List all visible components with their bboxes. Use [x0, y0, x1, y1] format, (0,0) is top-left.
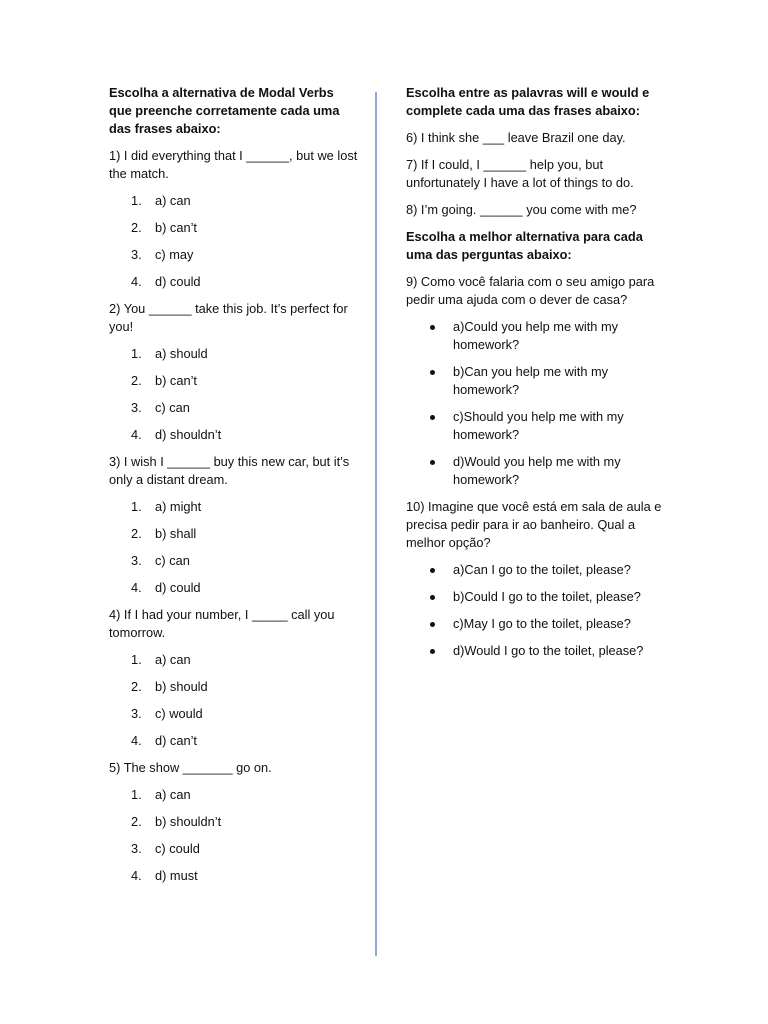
bullet-dot-icon — [430, 595, 435, 600]
option-label: d) shouldn’t — [155, 427, 222, 442]
option-item — [109, 426, 359, 444]
options-list-question-3 — [109, 498, 359, 597]
option-item — [109, 732, 359, 750]
section-heading-will-would: Escolha entre as palavras will e would e complete cada uma das frases abaixo: — [406, 85, 650, 118]
option-label: a) should — [155, 346, 208, 361]
option-label: d) could — [155, 580, 201, 595]
question-8: 8) I’m going. ______ you come with me? — [406, 202, 637, 217]
options-list-question-4 — [109, 651, 359, 750]
option-label: b) shouldn’t — [155, 814, 222, 829]
option-number: 1. — [131, 787, 142, 802]
option-label: a)Can I go to the toilet, please? — [453, 562, 631, 577]
option-item — [109, 399, 359, 417]
option-item — [109, 867, 359, 885]
option-label: b)Can you help me with my homework? — [453, 364, 609, 397]
option-number: 4. — [131, 427, 142, 442]
options-list-question-9 — [406, 318, 662, 489]
option-label: a) can — [155, 652, 191, 667]
bullet-option — [406, 642, 662, 660]
option-item — [109, 552, 359, 570]
option-number: 2. — [131, 814, 142, 829]
option-label: b) can’t — [155, 373, 197, 388]
question-2: 2) You ______ take this job. It’s perfect for you! — [109, 301, 348, 334]
option-label: d) could — [155, 274, 201, 289]
question-1: 1) I did everything that I ______, but we lost the match. — [109, 148, 358, 181]
question-5: 5) The show _______ go on. — [109, 760, 272, 775]
option-number: 4. — [131, 868, 142, 883]
question-4: 4) If I had your number, I _____ call you tomorrow. — [109, 607, 335, 640]
option-label: a)Could you help me with my homework? — [453, 319, 619, 352]
bullet-dot-icon — [430, 460, 435, 465]
option-number: 4. — [131, 580, 142, 595]
option-item — [109, 525, 359, 543]
option-item — [109, 840, 359, 858]
option-item — [109, 705, 359, 723]
option-label: c) can — [155, 400, 190, 415]
option-label: b)Could I go to the toilet, please? — [453, 589, 641, 604]
options-list-question-2 — [109, 345, 359, 444]
option-label: c) can — [155, 553, 190, 568]
bullet-dot-icon — [430, 415, 435, 420]
question-6: 6) I think she ___ leave Brazil one day. — [406, 130, 626, 145]
bullet-dot-icon — [430, 622, 435, 627]
option-label: c) would — [155, 706, 203, 721]
question-10: 10) Imagine que você está em sala de aula e precisa pedir para ir ao banheiro. Qual a melhor opção? — [406, 499, 662, 550]
option-label: d)Would I go to the toilet, please? — [453, 643, 644, 658]
option-item — [109, 498, 359, 516]
bullet-dot-icon — [430, 649, 435, 654]
option-number: 3. — [131, 247, 142, 262]
left-column — [109, 84, 359, 894]
option-label: c)May I go to the toilet, please? — [453, 616, 631, 631]
option-number: 3. — [131, 841, 142, 856]
section-heading-modal-verbs: Escolha a alternativa de Modal Verbs que preenche corretamente cada uma das frases abaixo: — [109, 85, 340, 136]
option-label: a) can — [155, 787, 191, 802]
option-label: d)Would you help me with my homework? — [453, 454, 621, 487]
options-list-question-1 — [109, 192, 359, 291]
option-number: 1. — [131, 346, 142, 361]
option-label: b) should — [155, 679, 208, 694]
bullet-option — [406, 561, 662, 579]
option-number: 2. — [131, 679, 142, 694]
question-9: 9) Como você falaria com o seu amigo para pedir uma ajuda com o dever de casa? — [406, 274, 655, 307]
option-number: 1. — [131, 499, 142, 514]
options-list-question-5 — [109, 786, 359, 885]
bullet-option — [406, 408, 662, 444]
option-number: 2. — [131, 220, 142, 235]
options-list-question-10 — [406, 561, 662, 660]
option-item — [109, 678, 359, 696]
option-item — [109, 579, 359, 597]
option-item — [109, 345, 359, 363]
option-item — [109, 192, 359, 210]
option-label: d) must — [155, 868, 198, 883]
bullet-option — [406, 588, 662, 606]
right-column — [406, 84, 662, 669]
option-number: 3. — [131, 400, 142, 415]
option-item — [109, 273, 359, 291]
bullet-option — [406, 453, 662, 489]
option-number: 1. — [131, 193, 142, 208]
bullet-option — [406, 363, 662, 399]
option-number: 2. — [131, 373, 142, 388]
question-3: 3) I wish I ______ buy this new car, but it’s only a distant dream. — [109, 454, 350, 487]
section-heading-best-alternative: Escolha a melhor alternativa para cada uma das perguntas abaixo: — [406, 229, 643, 262]
option-label: c) could — [155, 841, 200, 856]
bullet-dot-icon — [430, 325, 435, 330]
bullet-option — [406, 615, 662, 633]
option-item — [109, 651, 359, 669]
option-label: a) can — [155, 193, 191, 208]
option-number: 4. — [131, 274, 142, 289]
option-label: c) may — [155, 247, 194, 262]
option-number: 2. — [131, 526, 142, 541]
option-number: 3. — [131, 553, 142, 568]
option-number: 4. — [131, 733, 142, 748]
question-7: 7) If I could, I ______ help you, but unfortunately I have a lot of things to do. — [406, 157, 634, 190]
option-label: c)Should you help me with my homework? — [453, 409, 624, 442]
option-label: a) might — [155, 499, 202, 514]
option-number: 3. — [131, 706, 142, 721]
bullet-dot-icon — [430, 568, 435, 573]
bullet-dot-icon — [430, 370, 435, 375]
column-divider — [375, 92, 377, 956]
option-item — [109, 786, 359, 804]
option-item — [109, 219, 359, 237]
option-item — [109, 813, 359, 831]
option-item — [109, 246, 359, 264]
option-number: 1. — [131, 652, 142, 667]
option-label: b) can’t — [155, 220, 197, 235]
bullet-option — [406, 318, 662, 354]
option-label: d) can’t — [155, 733, 197, 748]
option-item — [109, 372, 359, 390]
option-label: b) shall — [155, 526, 197, 541]
